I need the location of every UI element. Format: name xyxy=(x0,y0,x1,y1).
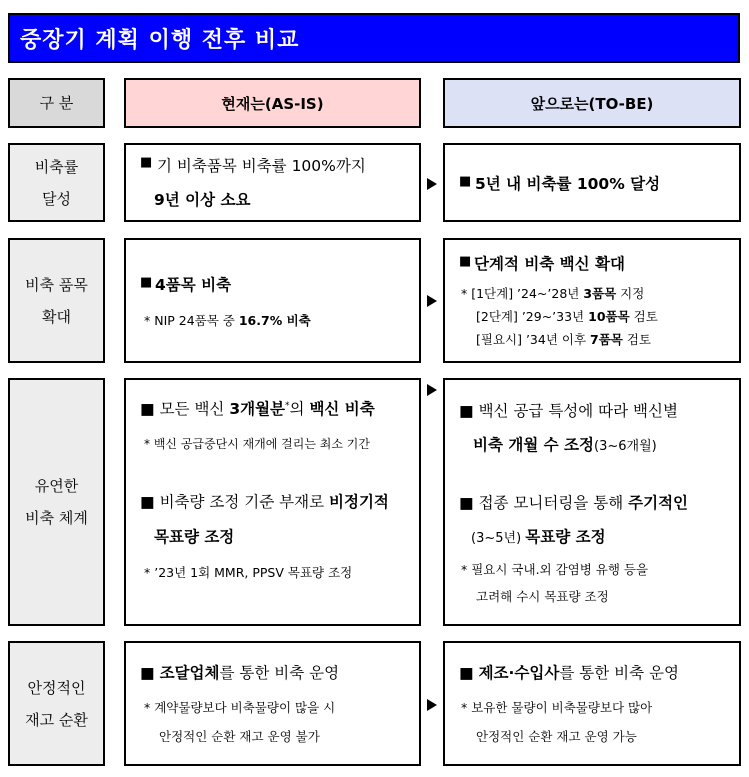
row2-category-line1: 비축 품목 xyxy=(25,275,88,294)
arrow-right-icon xyxy=(427,699,437,711)
row2-category xyxy=(8,238,105,363)
row1-to-be-text: 5년 내 비축률 100% 달성 xyxy=(475,175,661,193)
row4-category xyxy=(8,641,105,766)
row4-as-is-note1: * 계약물량보다 비축물량이 많을 시 xyxy=(144,700,336,715)
row3-as-is-bullet2: ■ 비축량 조정 기준 부재로 비정기적 xyxy=(140,493,389,511)
header-to-be xyxy=(443,78,741,128)
row1-category-line1: 비축률 xyxy=(34,157,79,176)
row2-category-line2: 확대 xyxy=(42,307,71,326)
row2-as-is-note: * NIP 24품목 중 16.7% 비축 xyxy=(144,313,311,328)
row4-to-be-note1: * 보유한 물량이 비축물량보다 많아 xyxy=(461,700,653,715)
row4-as-is xyxy=(124,641,421,766)
row3-to-be-note1: * 필요시 국내.외 감염병 유행 등을 xyxy=(461,562,649,577)
bullet-icon: ■ xyxy=(459,174,472,189)
header-as-is xyxy=(124,78,421,128)
row3-to-be-bullet2: ■ 접종 모니터링을 통해 주기적인 xyxy=(459,494,689,512)
bullet-icon: ■ xyxy=(459,254,472,269)
row4-to-be-note2: 안정적인 순환 재고 운영 가능 xyxy=(476,729,637,744)
row3-as-is-note1: * 백신 공급중단시 재개에 걸리는 최소 기간 xyxy=(144,437,370,451)
row2-to-be-note1: * [1단계] ’24~’28년 3품목 지정 xyxy=(461,286,645,301)
row1-to-be xyxy=(443,143,741,222)
row2-to-be xyxy=(443,238,741,363)
header-to-be-label: 앞으로는(TO-BE) xyxy=(530,94,654,113)
header-as-is-label: 현재는(AS-IS) xyxy=(221,94,324,113)
arrow-right-icon xyxy=(427,295,437,307)
row4-category-line1: 안정적인 xyxy=(27,678,86,697)
row3-to-be-bullet1: ■ 백신 공급 특성에 따라 백신별 xyxy=(459,402,678,420)
arrow-right-icon xyxy=(427,384,437,396)
row3-as-is-bullet1: ■ 모든 백신 3개월분*의 백신 비축 xyxy=(140,400,375,418)
header-category xyxy=(8,78,105,128)
row1-category-line2: 달성 xyxy=(42,189,71,208)
row2-to-be-text: 단계적 비축 백신 확대 xyxy=(474,255,625,273)
row3-as-is-bullet2-cont: 목표량 조정 xyxy=(154,528,235,546)
row1-category xyxy=(8,143,105,222)
row2-to-be-note2: [2단계] ’29~’33년 10품목 검토 xyxy=(476,309,658,324)
row2-to-be-note3: [필요시] ’34년 이후 7품목 검토 xyxy=(476,332,651,347)
row3-as-is-note2: * ’23년 1회 MMR, PPSV 목표량 조정 xyxy=(144,565,353,580)
row1-as-is xyxy=(124,143,421,222)
row3-to-be-note2: 고려해 수시 목표량 조정 xyxy=(476,589,609,604)
row2-as-is-text: 4품목 비축 xyxy=(155,276,232,294)
bullet-icon: ■ xyxy=(140,275,153,290)
row4-as-is-bullet: ■ 조달업체를 통한 비축 운영 xyxy=(140,664,340,682)
row3-category-line1: 유연한 xyxy=(34,477,79,495)
row2-as-is xyxy=(124,238,421,363)
row3-category xyxy=(8,378,105,626)
row4-to-be xyxy=(443,641,741,766)
arrow-right-icon xyxy=(427,178,437,190)
row4-category-line2: 재고 순환 xyxy=(25,710,88,729)
row1-as-is-text2: 9년 이상 소요 xyxy=(154,191,251,209)
page-title: 중장기 계획 이행 전후 비교 xyxy=(8,13,740,63)
row3-to-be-bullet2-cont: (3~5년) 목표량 조정 xyxy=(471,528,606,546)
bullet-icon: ■ xyxy=(140,155,153,170)
row4-to-be-bullet: ■ 제조·수입사를 통한 비축 운영 xyxy=(459,664,679,682)
row1-as-is-text1: 기 비축품목 비축률 100%까지 xyxy=(157,157,366,175)
row4-as-is-note2: 안정적인 순환 재고 운영 불가 xyxy=(159,729,320,744)
row3-category-line2: 비축 체계 xyxy=(25,509,88,527)
row3-to-be-bullet1-cont: 비축 개월 수 조정(3~6개월) xyxy=(473,436,657,454)
row3-to-be xyxy=(443,378,741,626)
header-category-label: 구 분 xyxy=(39,94,74,112)
row3-as-is xyxy=(124,378,421,626)
